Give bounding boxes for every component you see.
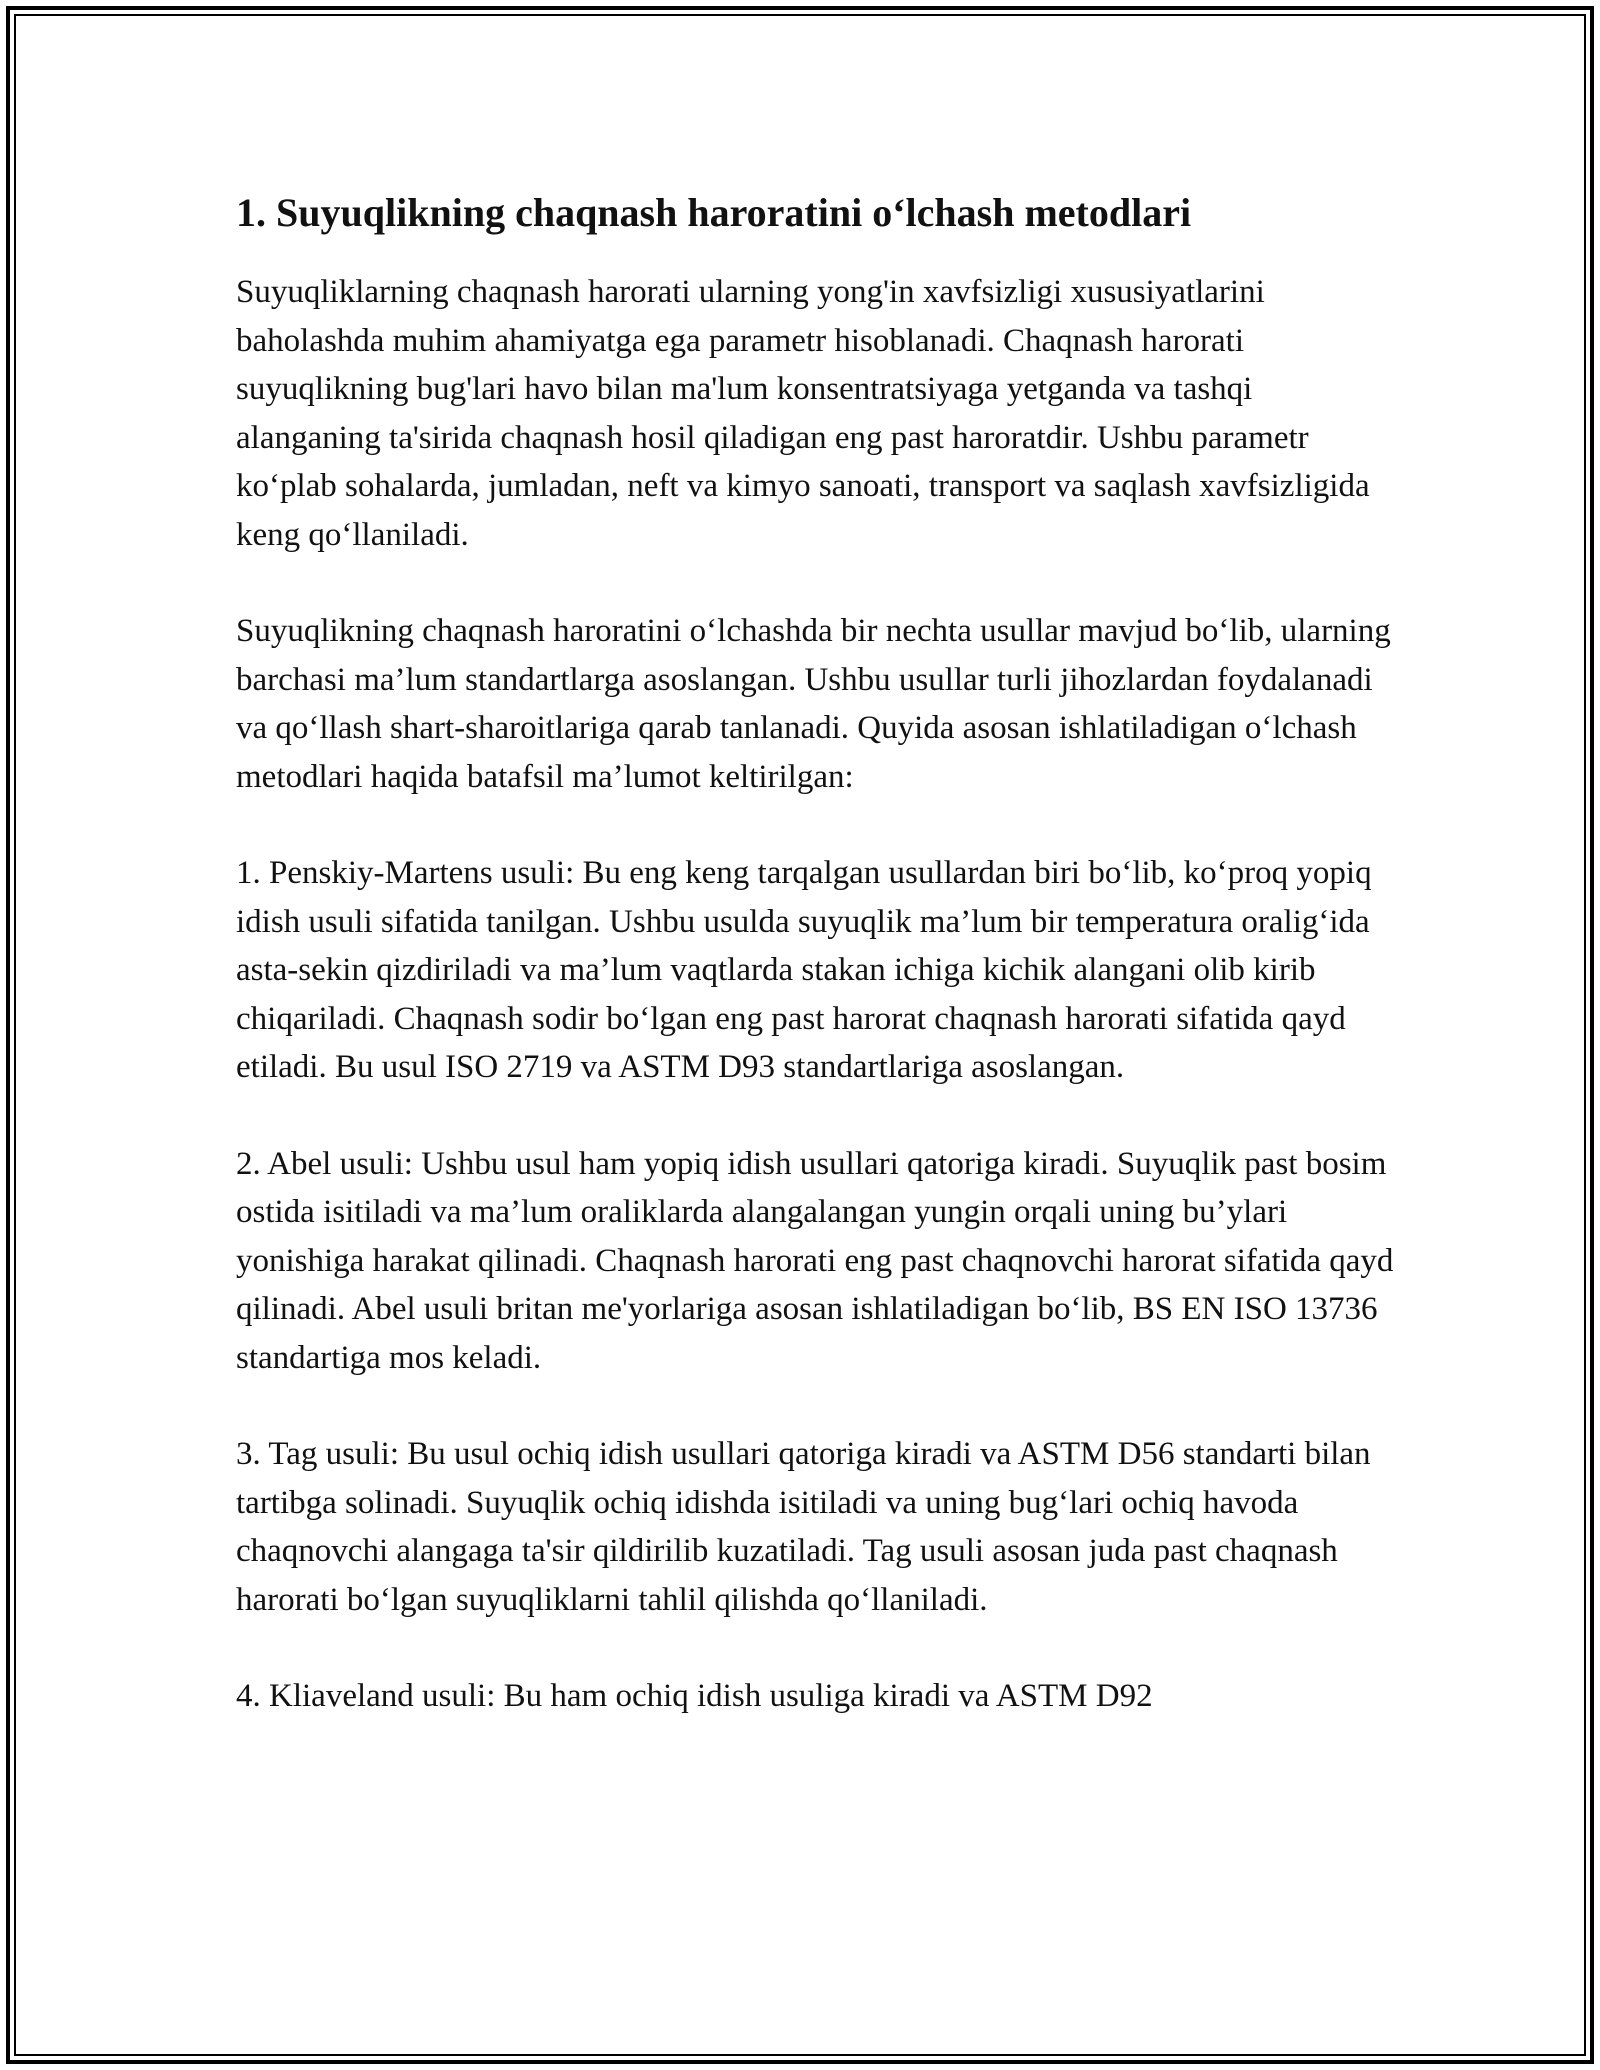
paragraph-abel: 2. Abel usuli: Ushbu usul ham yopiq idish usullari qatoriga kiradi. Suyuqlik past bosim ostida isitiladi va ma’lum oraliklarda alangalangan yungin orqali uning bu’ylari yonishiga harakat qilinadi. Chaqnash harorati eng past chaqnovchi harorat sifatida qayd qilinadi. Abel usuli britan me'yorlariga asosan ishlatiladigan bo‘lib, BS EN ISO 13736 standartiga mos keladi. <box>236 1145 1394 1376</box>
paragraph-tag: 3. Tag usuli: Bu usul ochiq idish usullari qatoriga kiradi va ASTM D56 standarti bilan tartibga solinadi. Suyuqlik ochiq idishda isitiladi va uning bug‘lari ochiq havoda chaqnovchi alangaga ta'sir qildirilib kuzatiladi. Tag usuli asosan juda past chaqnash harorati bo‘lgan suyuqliklarni tahlil qilishda qo‘llaniladi. <box>236 1436 1371 1618</box>
paragraph-penskiy-martens: 1. Penskiy-Martens usuli: Bu eng keng tarqalgan usullardan biri bo‘lib, ko‘proq yopiq idish usuli sifatida tanilgan. Ushbu usulda suyuqlik ma’lum bir temperatura oralig‘ida asta-sekin qizdiriladi va ma’lum vaqtlarda stakan ichiga kichik alangani olib kirib chiqariladi. Chaqnash sodir bo‘lgan eng past harorat chaqnash harorati sifatida qayd etiladi. Bu usul ISO 2719 va ASTM D93 standartlariga asoslangan. <box>236 855 1372 1085</box>
document-body <box>236 184 1396 1769</box>
section-title: 1. Suyuqlikning chaqnash haroratini o‘lchash metodlari <box>236 190 1192 235</box>
paragraph-intro: Suyuqliklarning chaqnash harorati ularning yong'in xavfsizligi xususiyatlarini baholashda muhim ahamiyatga ega parametr hisoblanadi. Chaqnash harorati suyuqlikning bug'lari havo bilan ma'lum konsentratsiyaga yetganda va tashqi alanganing ta'sirida chaqnash hosil qiladigan eng past haroratdir. Ushbu parametr ko‘plab sohalarda, jumladan, neft va kimyo sanoati, transport va saqlash xavfsizligida keng qo‘llaniladi. <box>236 274 1370 553</box>
paragraph-kliaveland: 4. Kliaveland usuli: Bu ham ochiq idish usuliga kiradi va ASTM D92 <box>236 1678 1153 1714</box>
paragraph-methods-overview: Suyuqlikning chaqnash haroratini o‘lchashda bir nechta usullar mavjud bo‘lib, ularning barchasi ma’lum standartlarga asoslangan. Ushbu usullar turli jihozlardan foydalanadi va qo‘llash shart-sharoitlariga qarab tanlanadi. Quyida asosan ishlatiladigan o‘lchash metodlari haqida batafsil ma’lumot keltirilgan: <box>236 613 1391 795</box>
